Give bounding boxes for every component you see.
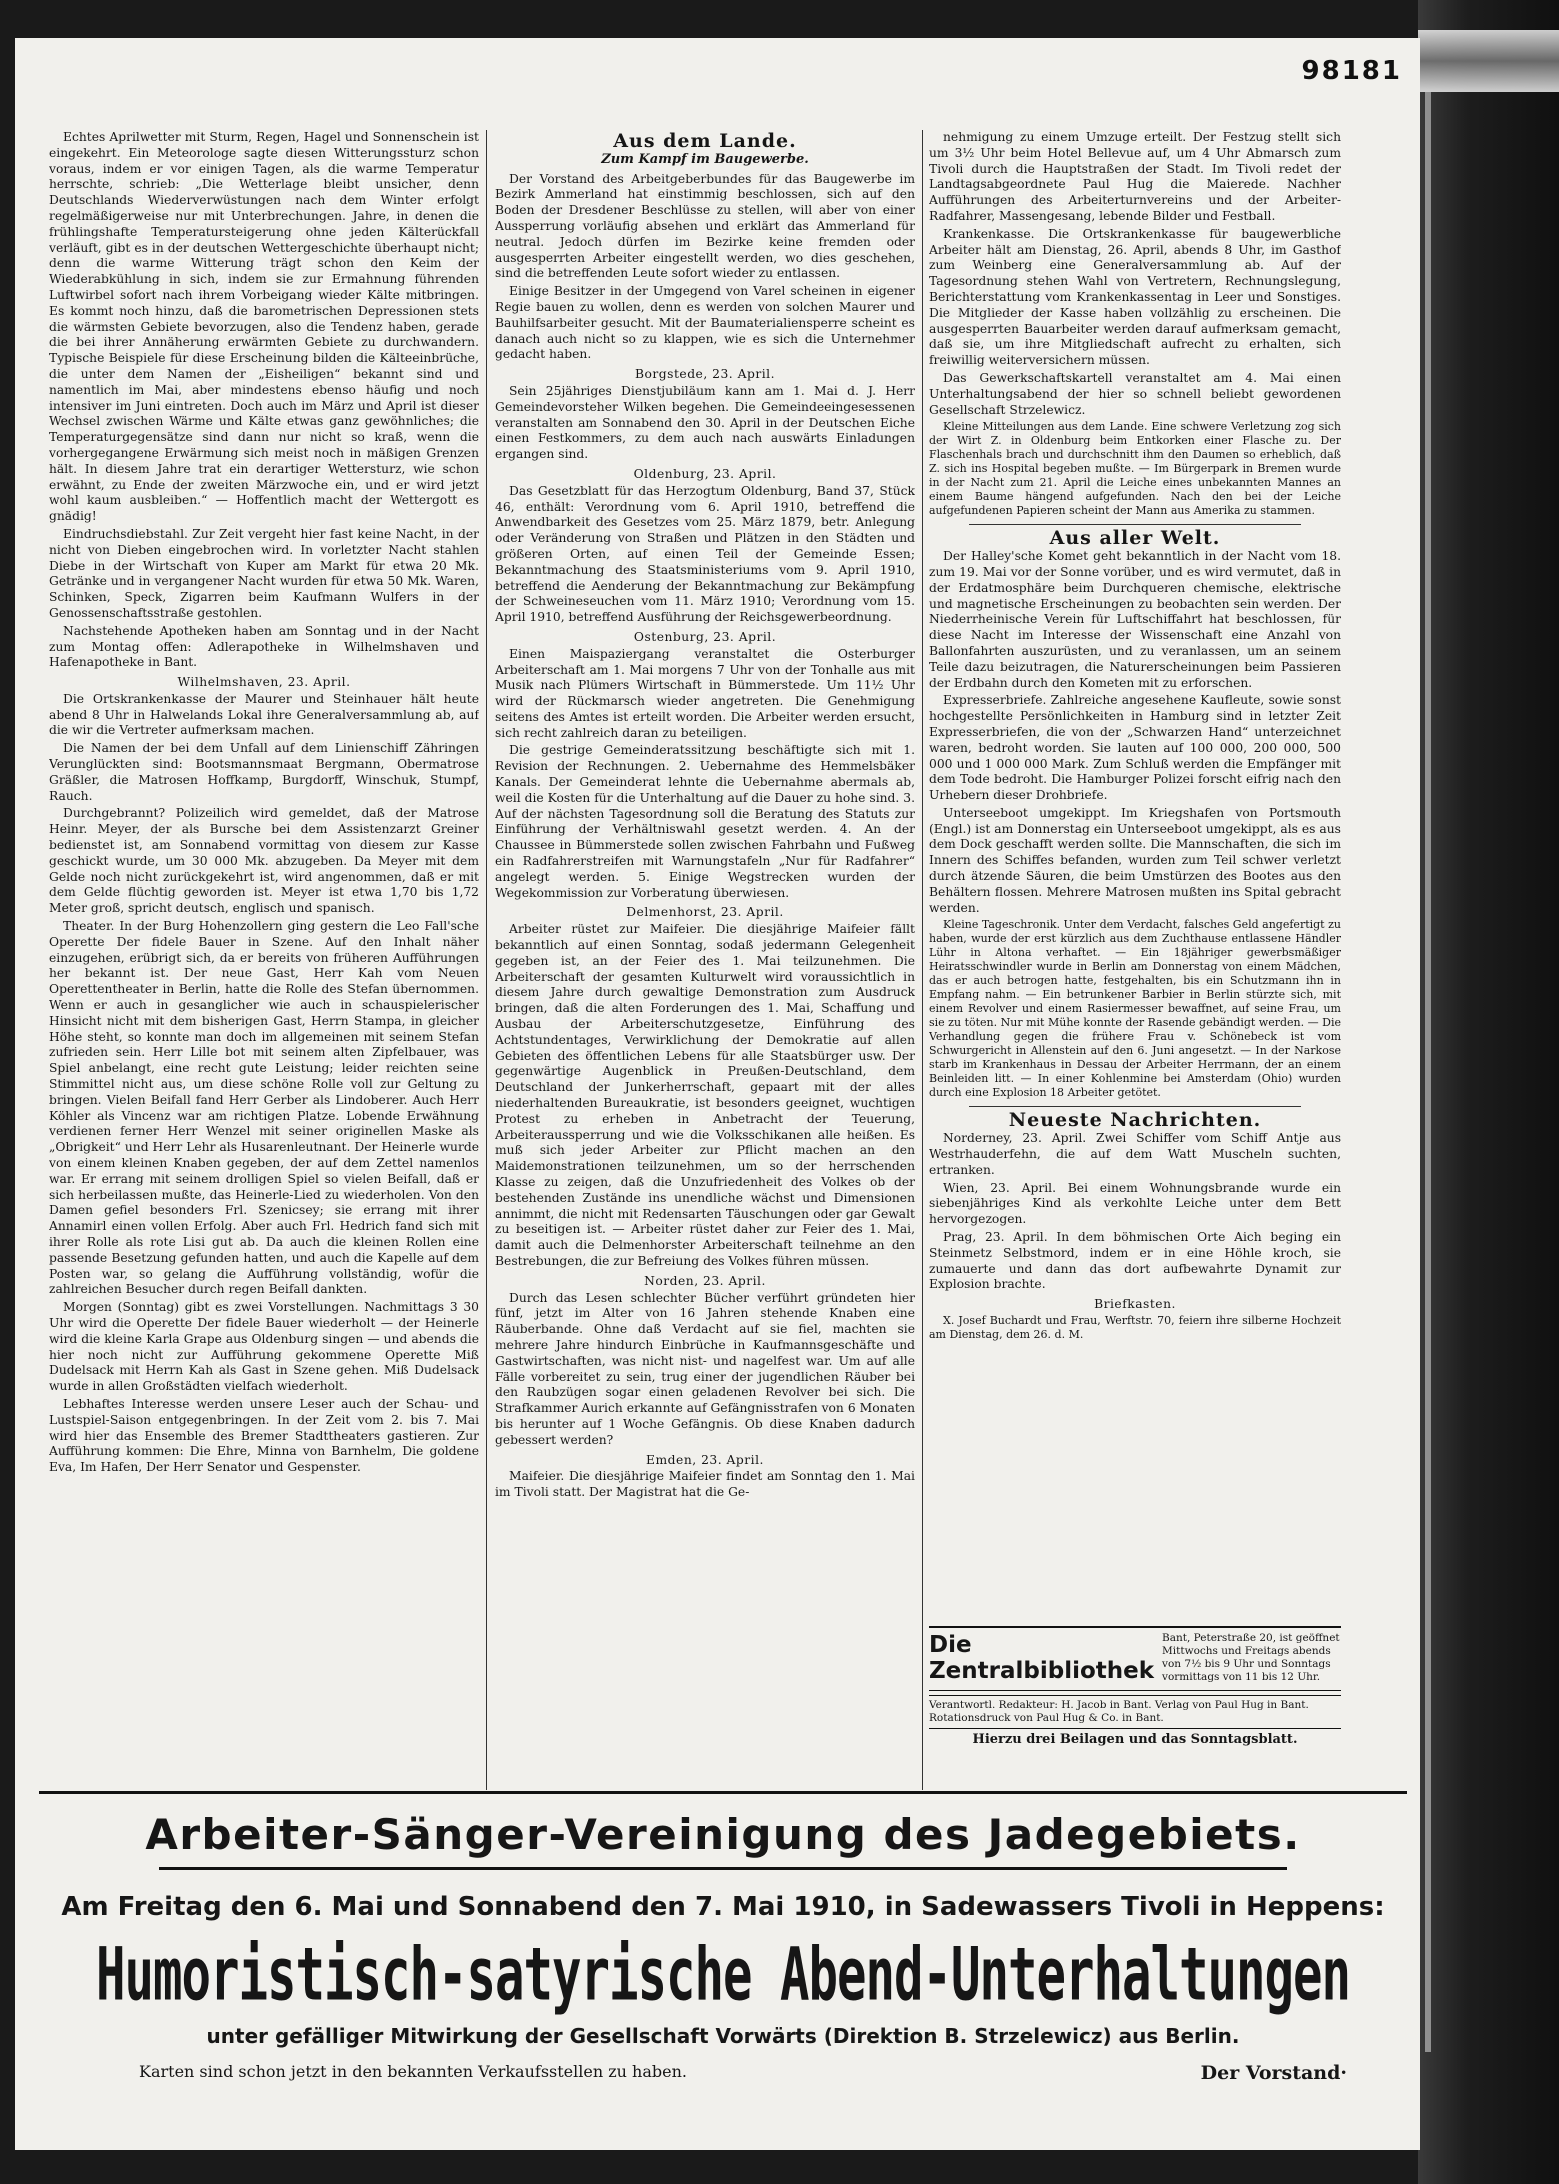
section-heading: Neueste Nachrichten. bbox=[1008, 1109, 1262, 1132]
section-rule bbox=[969, 1106, 1301, 1107]
section-subheading: Zum Kampf im Baugewerbe. bbox=[601, 151, 809, 167]
article-paragraph: Arbeiter rüstet zur Maifeier. Die diesjährige Maifeier fällt bekanntlich auf einen Sonntag, sodaß jedermann Gelegenheit gegeben ist, an der Feier des 1. Mai teilzunehmen. Die Arbeiterschaft der gesamten Kulturwelt wird voraussichtlich in diesem Jahre durch gewaltige Demonstration zum Ausdruck bringen, daß die alten Forderungen des 1. Mai, Schaffung und Ausbau der Arbeiterschutzgesetze, Einführung des Achtstundentages, Verwirklichung der Demokratie auf allen Gebieten des öffentlichen Lebens für alle Staatsbürger usw. Der gegenwärtige Augenblick in Preußen-Deutschland, dem Deutschland der Junkerherrschaft, gepaart mit der alles niederhaltenden Bureaukratie, ist besonders geeignet, wuchtigen Protest zu erheben in Anbetracht der Teuerung, Arbeiteraussperrung und wie die Volksschikanen alle heißen. Es muß sich jeder Arbeiter zur Pflicht machen an den Maidemonstrationen teilzunehmen, um so der herrschenden Klasse zu zeigen, daß die Unzufriedenheit des Volkes ob der bestehenden Zustände ins unendliche wächst und Dimensionen annimmt, die nicht mit Redensarten Täuschungen oder gar Gewalt zu beseitigen ist. — Arbeiter rüstet daher zur Feier des 1. Mai, damit auch die Delmenhorster Arbeiterschaft teilnehme an den Bestrebungen, die zur Befreiung des Volkes führen müssen. bbox=[495, 922, 915, 1268]
ad-rule bbox=[159, 1867, 1287, 1870]
article-paragraph: Die Namen der bei dem Unfall auf dem Linienschiff Zähringen Verunglückten sind: Bootsmannsmaat Bergmann, Obermatrose Gräßler, die Matrosen Hoffkamp, Burgdorff, Winschuk, Stumpf, Rauch. bbox=[49, 741, 479, 803]
article-paragraph: Der Halley'sche Komet geht bekanntlich in der Nacht vom 18. zum 19. Mai vor der Sonne vorüber, und es wird vermutet, daß in der Erdatmosphäre beim Durchqueren chemische, elektrische und magnetische Erscheinungen zu beobachten sein werden. Der Niederrheinische Verein für Luftschiffahrt hat beschlossen, für diese Nacht im Interesse der Wissenschaft eine Anzahl von Ballonfahrten auszurüsten, und zu veranlassen, um an seinem Teile dazu beizutragen, die Naturerscheinungen beim Passieren der Erdbahn durch den Kometen mit zu erforschen. bbox=[929, 549, 1341, 690]
section-rule bbox=[969, 524, 1301, 525]
ad-signature: Der Vorstand· bbox=[1200, 2062, 1347, 2084]
article-paragraph: Prag, 23. April. In dem böhmischen Orte Aich beging ein Steinmetz Selbstmord, indem er in eine Höhle kroch, sie zumauerte und dann das dort aufbewahrte Dynamit zur Explosion brachte. bbox=[929, 1230, 1341, 1292]
article-paragraph: Nachstehende Apotheken haben am Sonntag und in der Nacht zum Montag offen: Adlerapotheke in Wilhelmshaven und Hafenapotheke in Bant. bbox=[49, 623, 479, 670]
column-left bbox=[49, 130, 479, 1795]
article-paragraph: Einige Besitzer in der Umgegend von Varel scheinen in eigener Regie bauen zu wollen, denn es werden von solchen Maurer und Bauhilfsarbeiter gesucht. Mit der Baumaterialiensperre scheint es danach auch nicht so zu klappen, wie es sich die Unternehmer gedacht haben. bbox=[495, 284, 915, 362]
column-rule bbox=[486, 130, 487, 1790]
article-paragraph: Das Gewerkschaftskartell veranstaltet am 4. Mai einen Unterhaltungsabend der hier so schnell beliebt gewordenen Gesellschaft Strzelewicz. bbox=[929, 370, 1341, 417]
article-paragraph: Die Ortskrankenkasse der Maurer und Steinhauer hält heute abend 8 Uhr in Halwelands Lokal ihre Generalversammlung ab, auf die wir die Vertreter aufmerksam machen. bbox=[49, 691, 479, 738]
article-paragraph: Sein 25jähriges Dienstjubiläum kann am 1. Mai d. J. Herr Gemeindevorsteher Wilken begehen. Die Gemeindeeingesessenen veranstalten am Sonnabend den 30. April in der Deutschen Eiche einen Festkommers, zu dem auch nach auswärts Einladungen ergangen sind. bbox=[495, 383, 915, 462]
ad-subline: unter gefälliger Mitwirkung der Gesellschaft Vorwärts (Direktion B. Strzelewicz) aus Berlin. bbox=[206, 2024, 1240, 2048]
article-paragraph: Wien, 23. April. Bei einem Wohnungsbrande wurde ein siebenjähriges Kind als verkohlte Leiche unter dem Bett hervorgezogen. bbox=[929, 1180, 1341, 1227]
dateline: Briefkasten. bbox=[1094, 1297, 1176, 1312]
ad-title: Arbeiter-Sänger-Vereinigung des Jadegebiets. bbox=[145, 1810, 1301, 1859]
article-paragraph: Kleine Tageschronik. Unter dem Verdacht, falsches Geld angefertigt zu haben, wurde der erst kürzlich aus dem Zuchthause entlassene Händler Lühr in Altona verhaftet. — Ein 18jähriger gewerbsmäßiger Heiratsschwindler wurde in Berlin am Donnerstag von einem Mädchen, das er auch betrogen hatte, festgehalten, bis ein Schutzmann ihn in Empfang nahm. — Ein betrunkener Barbier in Berlin stürzte sich, mit einem Revolver und einem Rasiermesser bewaffnet, auf seine Frau, um sie zu töten. Nur mit Mühe konnte der Rasende gebändigt werden. — Die Verhandlung gegen die frühere Frau v. Schönebeck ist vom Schwurgericht in Allenstein auf den 6. Juni angesetzt. — In der Narkose starb im Krankenhaus in Dessau der Arbeiter Herrmann, der an einem Beinleiden litt. — In einer Kohlenmine bei Amsterdam (Ohio) wurden durch eine Explosion 18 Arbeiter getötet. bbox=[929, 918, 1341, 1100]
article-paragraph: Expresserbriefe. Zahlreiche angesehene Kaufleute, sowie sonst hochgestellte Persönlichkeiten in Hamburg sind in letzter Zeit Expresserbriefen, die von der „Schwarzen Hand“ unterzeichnet waren, bedroht worden. Sie lauten auf 100 000, 200 000, 500 000 und 1 000 000 Mark. Zum Schluß werden die Empfänger mit dem Tode bedroht. Die Hamburger Polizei forscht eifrig nach den Urhebern dieser Drohbriefe. bbox=[929, 693, 1341, 803]
newspaper-page bbox=[15, 38, 1420, 2150]
column-middle-body bbox=[495, 172, 915, 1501]
zentralbibliothek-box bbox=[929, 1626, 1341, 1691]
imprint: Verantwortl. Redakteur: H. Jacob in Bant. Verlag von Paul Hug in Bant. Rotationsdruck von Paul Hug & Co. in Bant. bbox=[929, 1695, 1341, 1725]
dateline: Norden, 23. April. bbox=[644, 1273, 766, 1288]
ad-tickets-note: Karten sind schon jetzt in den bekannten Verkaufsstellen zu haben. bbox=[139, 2062, 687, 2081]
dateline: Emden, 23. April. bbox=[646, 1452, 764, 1467]
article-paragraph: Das Gesetzblatt für das Herzogtum Oldenburg, Band 37, Stück 46, enthält: Verordnung vom 6. April 1910, betreffend die Anwendbarkeit des Gesetzes vom 25. März 1879, betr. Anlegung oder Veränderung von Straßen und Plätzen in den Städten und größeren Orten, auf einen Teil der Gemeinde Essen; Bekanntmachung des Staatsministeriums vom 9. April 1910, betreffend die Aenderung der Bekanntmachung zur Bekämpfung der Schweineseuchen vom 11. März 1910; Verordnung vom 15. April 1910, betreffend Ausführung der Reichsgewerbeordnung. bbox=[495, 483, 915, 625]
book-binding bbox=[1418, 0, 1559, 2184]
column-right bbox=[929, 130, 1341, 1690]
article-paragraph: Durch das Lesen schlechter Bücher verführt gründeten hier fünf, jetzt im Alter von 16 Jahren stehende Knaben eine Räuberbande. Ohne daß Verdacht auf sie fiel, machten sie mehrere Jahre hindurch Einbrüche in Kaufmannsgeschäfte und Gastwirtschaften, was nicht nist- und nagelfest war. Um auf alle Fälle vorbereitet zu sein, trug einer der jugendlichen Räuber bei den Raubzügen sogar einen geladenen Revolver bei sich. Die Strafkammer Aurich erkannte auf Gefängnisstrafen von 6 Monaten bis herunter auf 1 Woche Gefängnis. Ob diese Knaben dadurch gebessert werden? bbox=[495, 1290, 915, 1447]
dateline: Oldenburg, 23. April. bbox=[633, 466, 777, 481]
supplement-note: Hierzu drei Beilagen und das Sonntagsblatt. bbox=[929, 1728, 1341, 1747]
column-middle bbox=[495, 130, 915, 1790]
article-paragraph: Maifeier. Die diesjährige Maifeier findet am Sonntag den 1. Mai im Tivoli statt. Der Magistrat hat die Ge- bbox=[495, 1469, 915, 1500]
ad-headline: Humoristisch-satyrische Abend-Unterhaltungen bbox=[95, 1932, 1351, 2018]
dateline: Delmenhorst, 23. April. bbox=[626, 905, 784, 920]
article-paragraph: nehmigung zu einem Umzuge erteilt. Der Festzug stellt sich um 3½ Uhr beim Hotel Bellevue auf, um 4 Uhr Abmarsch zum Tivoli durch die Hauptstraßen der Stadt. Im Tivoli redet der Landtagsabgeordnete Paul Hug die Maierede. Nachher Aufführungen des Arbeiterturnvereins und der Arbeiter-Radfahrer, Massengesang, lebende Bilder und Festball. bbox=[929, 130, 1341, 223]
article-paragraph: Eindruchsdiebstahl. Zur Zeit vergeht hier fast keine Nacht, in der nicht von Dieben eingebrochen wird. In vorletzter Nacht stahlen Diebe in der Wirtschaft von Kuper am Markt für etwa 20 Mk. Getränke und in vergangener Nacht wurden für etwa 50 Mk. Waren, Schinken, Speck, Zigarren beim Kaufmann Wulfers in der Genossenschaftsstraße gestohlen. bbox=[49, 526, 479, 620]
section-heading: Aus aller Welt. bbox=[1049, 527, 1221, 550]
dateline: Borgstede, 23. April. bbox=[634, 367, 776, 382]
article-paragraph: Echtes Aprilwetter mit Sturm, Regen, Hagel und Sonnenschein ist eingekehrt. Ein Meteorologe sagte diesen Witterungssturz schon voraus, indem er vor einigen Tagen, als die warme Temperatur herrschte, schrieb: „Die Wetterlage bleibt unsicher, denn Deutschlands Wiederverwüstungen nach dem Winter erfolgt regelmäßigerweise nur mit Unterbrechungen. Jahre, in denen die frühlingshafte Temperatursteigerung ohne jeden Kälterückfall verläuft, gibt es in der deutschen Wettergeschichte überhaupt nicht; denn die warme Witterung trägt schon den Keim der Wiederabkühlung in sich, indem sie zur Ermahnung führenden Luftwirbel sofort nach ihrem Vorbeigang wieder Kälte mitbringen. Es kommt noch hinzu, daß die barometrischen Depressionen stets die wärmsten Gebiete bevorzugen, also die Tendenz haben, gerade die bei ihrer Annäherung erwärmten Gebiete zu durchwandern. Typische Beispiele für diese Erscheinung bilden die Kälteeinbrüche, die unter dem Namen der „Eisheiligen“ bekannt sind und namentlich im Mai, aber mindestens ebenso häufig und noch intensiver im Juni eintreten. Doch auch im März und April ist dieser Wechsel zwischen Wärme und Kälte etwas ganz gewöhnliches; die Temperaturgegensätze sind dann nur nicht so kraß, wenn die vorhergegangene Erwärmung sich meist noch in mäßigen Grenzen hält. In diesem Jahre trat ein derartiger Wettersturz, wie schon erwähnt, zu Ende der zweiten Märzwoche ein, und er wird jetzt wohl kaum ausbleiben.“ — Hoffentlich macht der Wettergott es gnädig! bbox=[49, 130, 479, 524]
section-heading: Aus dem Lande. bbox=[613, 130, 797, 152]
article-paragraph: Lebhaftes Interesse werden unsere Leser auch der Schau- und Lustspiel-Saison entgegenbringen. In der Zeit vom 2. bis 7. Mai wird hier das Ensemble des Bremer Stadttheaters gastieren. Zur Aufführung kommen: Die Ehre, Minna von Barnhelm, Die goldene Eva, Im Hafen, Der Herr Senator und Gespenster. bbox=[49, 1396, 479, 1475]
page-number: 98181 bbox=[1301, 56, 1402, 86]
article-paragraph: X. Josef Buchardt und Frau, Werftstr. 70, feiern ihre silberne Hochzeit am Dienstag, dem 26. d. M. bbox=[929, 1314, 1341, 1342]
dateline: Ostenburg, 23. April. bbox=[633, 629, 777, 644]
article-paragraph: Unterseeboot umgekippt. Im Kriegshafen von Portsmouth (Engl.) ist am Donnerstag ein Unterseeboot umgekippt, als es aus dem Dock geschafft werden sollte. Die Mannschaften, die sich im Innern des Schiffes befanden, wurden zum Teil schwer verletzt durch ätzende Säuren, die beim Umstürzen des Bootes aus den Behältern flossen. Mehrere Matrosen mußten ins Spital gebracht werden. bbox=[929, 805, 1341, 915]
article-paragraph: Morgen (Sonntag) gibt es zwei Vorstellungen. Nachmittags 3 30 Uhr wird die Operette Der fidele Bauer wiederholt — der Heinerle wird die kleine Karla Grape aus Oldenburg singen — und abends die hier noch nicht zur Aufführung gekommene Operette Miß Dudelsack mit Herrn Kah als Gast in Szene gehen. Miß Dudelsack wurde in allen Großstädten vielfach wiederholt. bbox=[49, 1300, 479, 1394]
zentralbibliothek-hours: Bant, Peterstraße 20, ist geöffnet Mittwochs und Freitags abends von 7½ bis 9 Uhr und Sonntags vormittags von 11 bis 12 Uhr. bbox=[1162, 1632, 1340, 1683]
column-rule bbox=[922, 130, 923, 1790]
article-paragraph: Durchgebrannt? Polizeilich wird gemeldet, daß der Matrose Heinr. Meyer, der als Bursche bei dem Assistenzarzt Greiner bedienstet ist, am Sonnabend vormittag von diesem zur Kasse geschickt wurde, um 30 000 Mk. abzugeben. Da Meyer mit dem Gelde noch nicht zurückgekehrt ist, wird angenommen, daß er mit dem Gelde flüchtig geworden ist. Meyer ist etwa 1,70 bis 1,72 Meter groß, spricht deutsch, englisch und spanisch. bbox=[49, 806, 479, 916]
article-paragraph: Kleine Mitteilungen aus dem Lande. Eine schwere Verletzung zog sich der Wirt Z. in Oldenburg beim Entkorken einer Flasche zu. Der Flaschenhals brach und durchschnitt ihm den Daumen so erheblich, daß Z. sich ins Hospital begeben mußte. — Im Bürgerpark in Bremen wurde in der Nacht zum 21. April die Leiche eines unbekannten Mannes an einem Baume hängend aufgefunden. Nach den bei der Leiche aufgefundenen Papieren scheint der Mann aus Amerika zu stammen. bbox=[929, 420, 1341, 518]
advertisement bbox=[39, 1791, 1407, 2124]
column-right-footer bbox=[929, 1618, 1341, 1747]
article-paragraph: Theater. In der Burg Hohenzollern ging gestern die Leo Fall'sche Operette Der fidele Bauer in Szene. Auf den Inhalt näher einzugehen, erübrigt sich, da er bereits von früheren Aufführungen her bekannt ist. Der neue Gast, Herr Kah vom Neuen Operettentheater in Berlin, hatte die Rolle des Stefan übernommen. Wenn er auch in gesanglicher wie auch in schauspielerischer Hinsicht nicht mit dem bisherigen Gast, Herrn Stampa, in gleicher Höhe steht, so konnte man doch im allgemeinen mit seinem Stefan zufrieden sein. Herr Lille bot mit seinem alten Zipfelbauer, was Spiel anbelangt, eine recht gute Leistung; leider reichten seine Stimmittel nicht aus, um diese schöne Rolle voll zur Geltung zu bringen. Vielen Beifall fand Herr Gerber als Lindoberer. Auch Herr Köhler als Vincenz war am richtigen Platze. Lobende Erwähnung verdienen ferner Herr Wenzel mit seiner originellen Maske als „Obrigkeit“ und Herr Lehr als Husarenleutnant. Der Heinerle wurde von einem kleinen Knaben gegeben, der auf dem Zettel namenlos war. Er errang mit seinem drolligen Spiel so vielen Beifall, daß er sich herbeilassen mußte, das Heinerle-Lied zu wiederholen. Von den Damen gefiel besonders Frl. Szenicsey; sie errang mit ihrer Annamirl einen vollen Erfolg. Aber auch Frl. Hedrich fand sich mit ihrer Rolle als rote Lisi gut ab. Da auch die kleinen Rollen eine passende Besetzung gefunden hatten, und auch die Kapelle auf dem Posten war, so gelang die Aufführung vollständig, wofür die zahlreichen Besucher durch regen Beifall dankten. bbox=[49, 919, 479, 1297]
binding-label-band bbox=[1418, 30, 1559, 92]
article-paragraph: Norderney, 23. April. Zwei Schiffer vom Schiff Antje aus Westrhauderfehn, die auf dem Watt Muscheln suchten, ertranken. bbox=[929, 1131, 1341, 1177]
article-paragraph: Einen Maispaziergang veranstaltet die Osterburger Arbeiterschaft am 1. Mai morgens 7 Uhr von der Tonhalle aus mit Musik nach Plümers Wirtschaft in Bümmerstede. Um 11½ Uhr wird der Rückmarsch wieder angetreten. Die Genehmigung seitens des Amtes ist erteilt worden. Die Arbeiter werden ersucht, sich recht zahlreich daran zu beteiligen. bbox=[495, 646, 915, 740]
article-paragraph: Der Vorstand des Arbeitgeberbundes für das Baugewerbe im Bezirk Ammerland hat einstimmig beschlossen, sich auf den Boden der Dresdener Beschlüsse zu stellen, will aber von einer Aussperrung vorläufig absehen und erklärt das Ammerland für neutral. Jedoch dürfen im Bezirke keine fremden oder ausgesperrten Arbeiter eingestellt werden, wo dies geschehen, sind die betreffenden Leute sofort wieder zu entlassen. bbox=[495, 171, 915, 281]
ad-date-line: Am Freitag den 6. Mai und Sonnabend den 7. Mai 1910, in Sadewassers Tivoli in Heppens: bbox=[61, 1892, 1385, 1922]
dateline: Wilhelmshaven, 23. April. bbox=[177, 675, 351, 690]
binding-edge bbox=[1425, 92, 1431, 2052]
article-paragraph: Die gestrige Gemeinderatssitzung beschäftigte sich mit 1. Revision der Rechnungen. 2. Uebernahme des Hemmelsbäker Kanals. Der Gemeinderat lehnte die Uebernahme abermals ab, weil die Kosten für die Unterhaltung auf die Dauer zu hohe sind. 3. Auf der nächsten Tagesordnung soll die Beratung des Statuts zur Einführung der Verhältniswahl gesetzt werden. 4. An der Chaussee in Bümmerstede sollen zwischen Fahrbahn und Fußweg ein Radfahrerstreifen mit Warnungstafeln „Nur für Radfahrer“ angelegt werden. 5. Einige Wegstrecken wurden der Wegekommission zur Vorberatung überwiesen. bbox=[495, 743, 915, 900]
ad-footer bbox=[139, 2062, 1347, 2084]
zentralbibliothek-title: Die Zentralbibliothek bbox=[929, 1632, 1155, 1684]
article-paragraph: Krankenkasse. Die Ortskrankenkasse für baugewerbliche Arbeiter hält am Dienstag, 26. April, abends 8 Uhr, im Gasthof zum Weinberg eine Generalversammlung ab. Auf der Tagesordnung stehen Wahl von Vertretern, Rechnungslegung, Berichterstattung vom Krankenkassentag in Leer und Sonstiges. Die Mitglieder der Kasse haben vollzählig zu erscheinen. Die ausgesperrten Bauarbeiter werden darauf aufmerksam gemacht, daß sie, um ihre Mitgliedschaft aufrecht zu erhalten, sich freiwillig weiterversichern müssen. bbox=[929, 226, 1341, 368]
